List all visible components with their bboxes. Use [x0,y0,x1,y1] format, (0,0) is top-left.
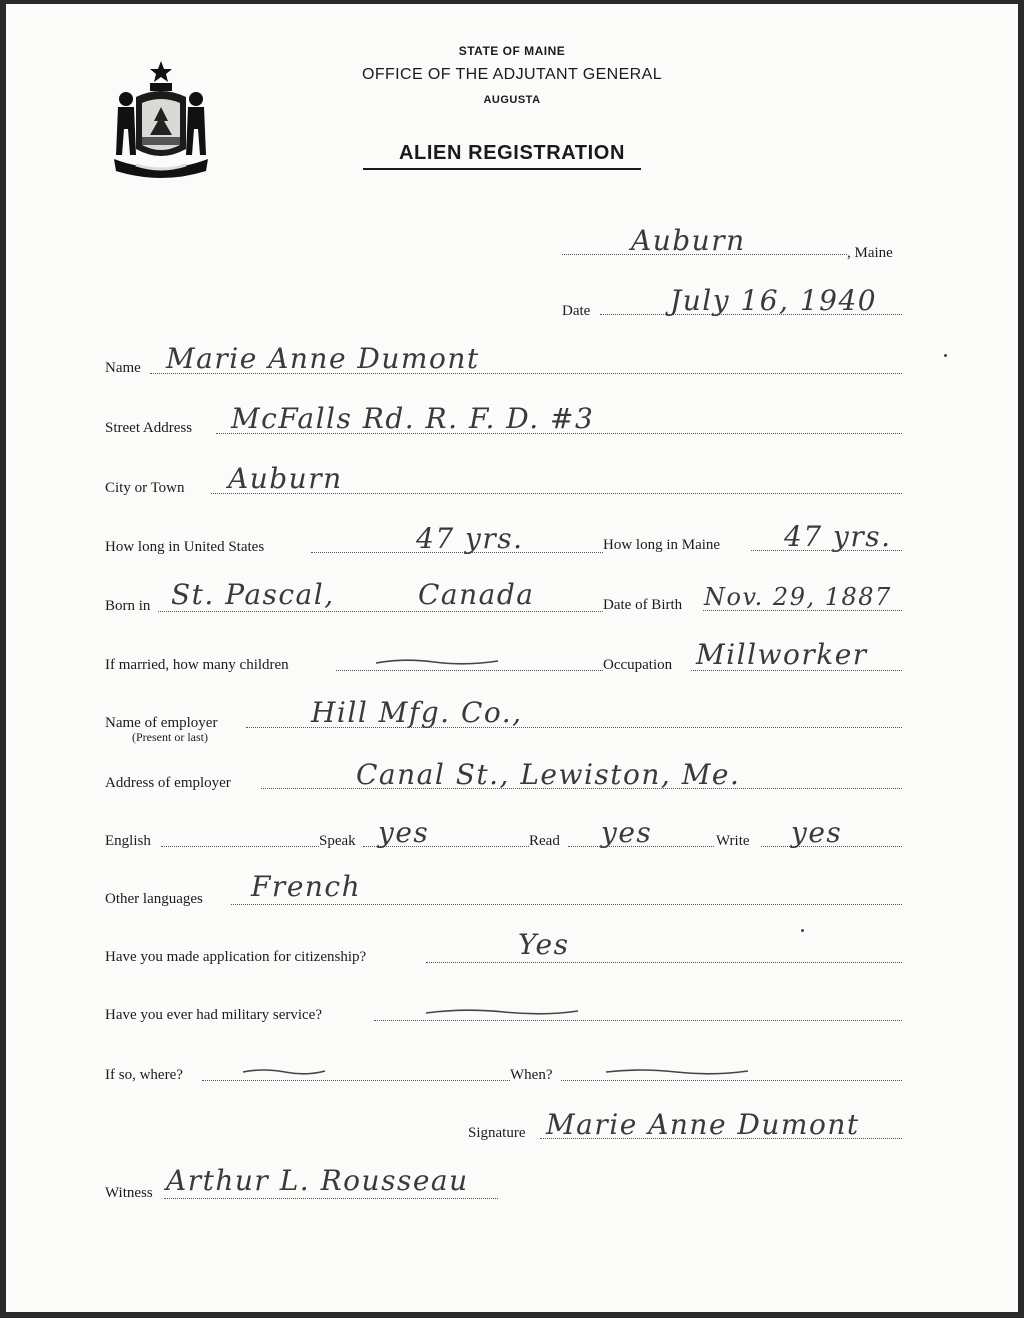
other-lang-entry: French [251,870,362,903]
signature-entry: Marie Anne Dumont [546,1108,860,1141]
employer-address-entry: Canal St., Lewiston, Me. [356,758,741,791]
citizenship-line [426,962,902,963]
paper-speck [944,354,947,357]
other-lang-label: Other languages [105,891,203,907]
where-blank-dash [241,1066,327,1074]
employer-entry: Hill Mfg. Co., [311,696,523,729]
born-label: Born in [105,598,151,614]
city-label: City or Town [105,480,185,496]
city-entry: Auburn [228,462,343,495]
occupation-label: Occupation [603,657,673,673]
town-entry: Auburn [631,224,746,257]
witness-entry: Arthur L. Rousseau [166,1164,469,1197]
other-lang-line [231,904,902,905]
read-entry: yes [601,816,653,849]
form-title: ALIEN REGISTRATION [399,142,625,164]
dob-label: Date of Birth [603,597,683,613]
street-label: Street Address [105,420,193,436]
citizenship-label: Have you made application for citizenship? [105,949,367,965]
employer-address-label: Address of employer [105,775,231,791]
where-line [202,1080,510,1081]
date-label: Date [562,303,591,319]
city-heading: AUGUSTA [483,94,541,106]
long-us-label: How long in United States [105,539,265,555]
military-label: Have you ever had military service? [105,1007,322,1023]
where-label: If so, where? [105,1067,183,1083]
name-entry: Marie Anne Dumont [166,342,480,375]
when-blank-dash [604,1066,750,1074]
dob-entry: Nov. 29, 1887 [704,583,892,611]
military-blank-dash [424,1006,580,1014]
signature-label: Signature [468,1125,526,1141]
children-line [336,670,603,671]
write-label: Write [716,833,750,849]
speak-label: Speak [319,833,356,849]
born-line [158,611,603,612]
born-country-entry: Canada [418,578,535,611]
paper-speck [801,929,804,932]
when-line [561,1080,902,1081]
office-heading: OFFICE OF THE ADJUTANT GENERAL [361,66,663,83]
registration-form [6,4,1018,1312]
write-entry: yes [791,816,843,849]
employer-sub-label: (Present or last) [132,730,208,744]
date-entry: July 16, 1940 [670,284,878,317]
english-line [161,846,319,847]
long-maine-label: How long in Maine [603,537,721,553]
state-heading: STATE OF MAINE [458,44,566,58]
employer-label: Name of employer [105,715,218,731]
children-label: If married, how many children [105,657,289,673]
street-entry: McFalls Rd. R. F. D. #3 [231,402,595,435]
long-maine-entry: 47 yrs. [784,520,892,553]
speak-entry: yes [378,816,430,849]
citizenship-entry: Yes [518,928,570,961]
maine-suffix: , Maine [847,245,893,261]
title-underline [363,168,641,170]
born-place-entry: St. Pascal, [171,578,335,611]
children-blank-dash [374,656,500,664]
english-label: English [105,833,151,849]
read-label: Read [529,833,560,849]
occupation-entry: Millworker [696,638,868,671]
name-label: Name [105,360,141,376]
when-label: When? [510,1067,553,1083]
long-us-entry: 47 yrs. [416,522,524,555]
military-line [374,1020,902,1021]
witness-label: Witness [105,1185,153,1201]
witness-line [164,1198,498,1199]
